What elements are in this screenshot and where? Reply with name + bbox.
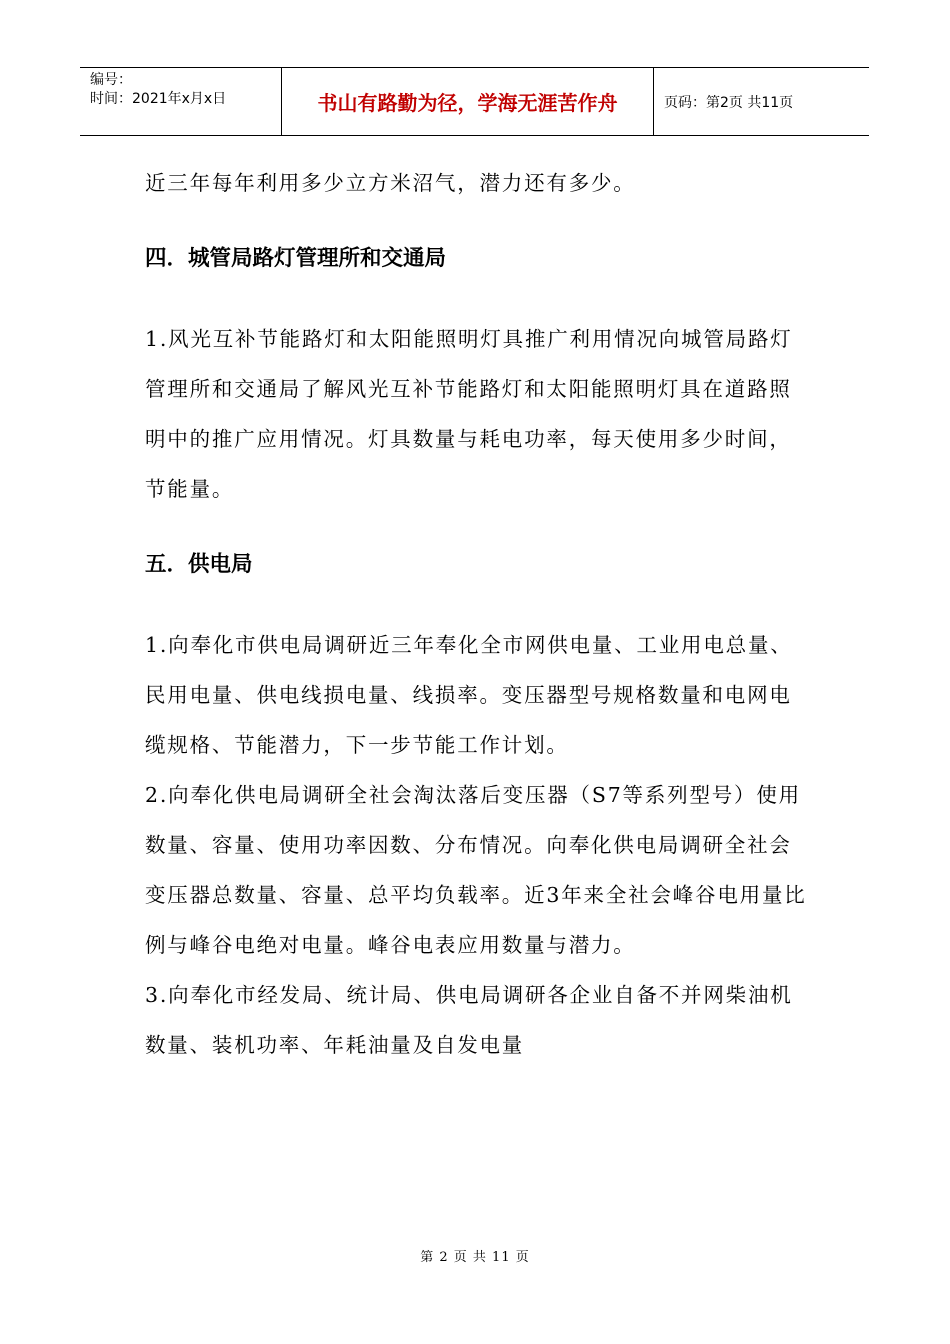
page-footer: 第 2 页 共 11 页: [420, 1250, 530, 1265]
section-heading-4: 四．城管局路灯管理所和交通局: [145, 246, 447, 271]
header-motto: 书山有路勤为径，学海无涯苦作舟: [282, 68, 654, 135]
page-header: [80, 67, 869, 136]
number-label: 编号：: [90, 72, 132, 88]
paragraph-4-1: 1.风光互补节能路灯和太阳能照明灯具推广利用情况向城管局路灯管理所和交通局了解风光互补节能路灯和太阳能照明灯具在道路照明中的推广应用情况。灯具数量与耗电功率，每天使用多少时间，节能量。: [145, 327, 793, 501]
header-page-info: 页码：第2页 共11页: [664, 94, 794, 111]
time-label: 时间：2021年x月x日: [90, 91, 227, 107]
paragraph-intro: 近三年每年利用多少立方米沼气，潜力还有多少。: [145, 171, 636, 195]
paragraph-5-3: 3.向奉化市经发局、统计局、供电局调研各企业自备不并网柴油机数量、装机功率、年耗油量及自发电量: [145, 983, 793, 1057]
section-heading-5: 五．供电局: [145, 552, 253, 577]
paragraph-5-1: 1.向奉化市供电局调研近三年奉化全市网供电量、工业用电总量、民用电量、供电线损电量、线损率。变压器型号规格数量和电网电缆规格、节能潜力，下一步节能工作计划。: [145, 633, 793, 757]
header-meta: [80, 68, 282, 135]
paragraph-5-2: 2.向奉化供电局调研全社会淘汰落后变压器（S7等系列型号）使用数量、容量、使用功率因数、分布情况。向奉化供电局调研全社会变压器总数量、容量、总平均负载率。近3年来全社会峰谷电用量比例与峰谷电绝对电量。峰谷电表应用数量与潜力。: [145, 783, 807, 957]
document-body: [145, 158, 810, 1070]
